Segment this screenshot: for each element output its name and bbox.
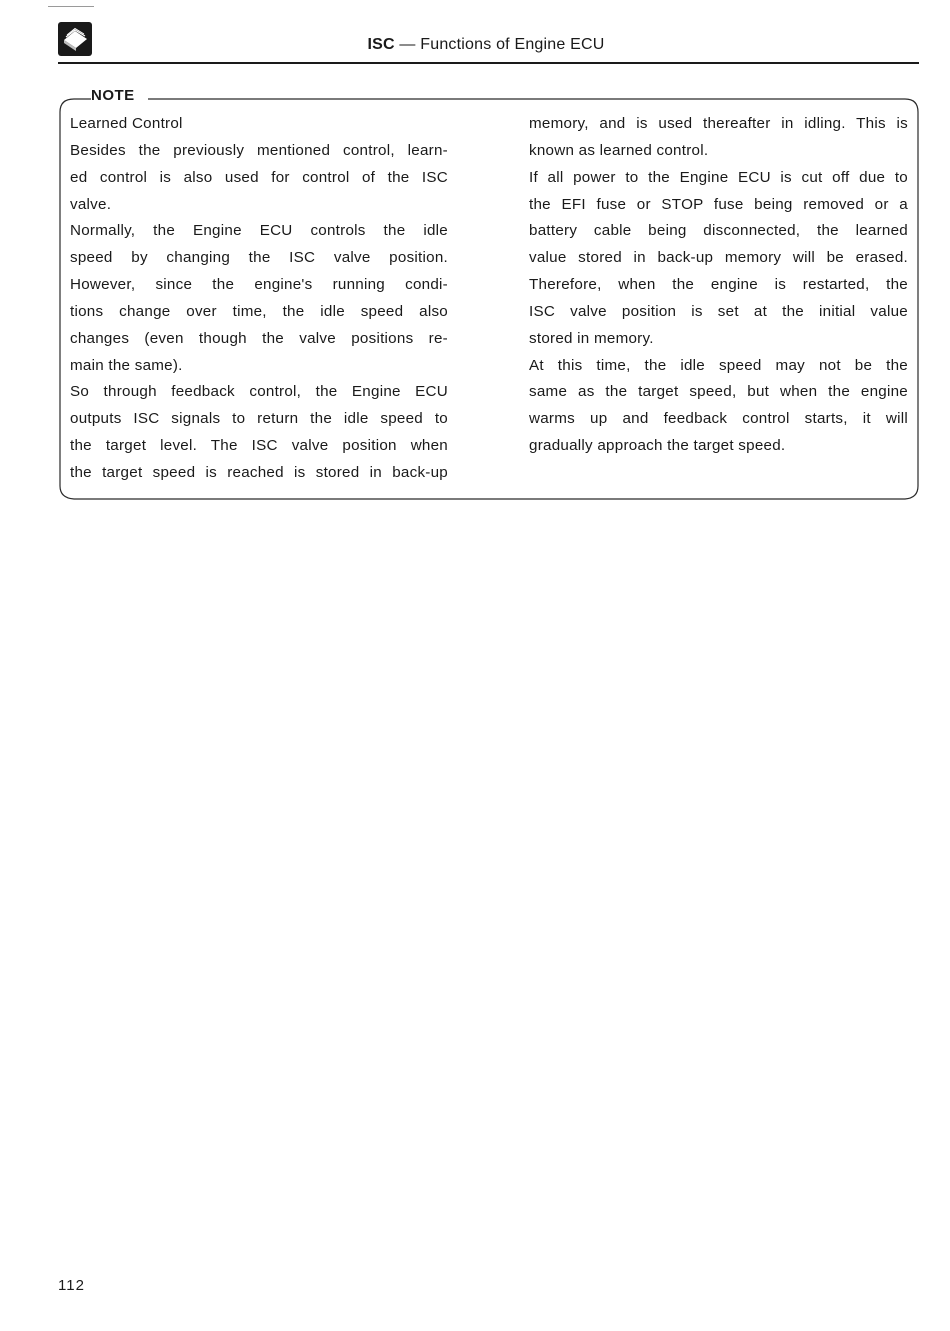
- text-line: ed control is also used for control of the ISC: [70, 168, 448, 186]
- section-title: Functions of Engine ECU: [420, 36, 605, 53]
- page-number: 112: [58, 1277, 85, 1294]
- text-line: At this time, the idle speed may not be the: [529, 356, 908, 374]
- text-line: valve.: [70, 195, 112, 213]
- text-line: gradually approach the target speed.: [529, 437, 786, 455]
- text-line: battery cable being disconnected, the learned: [529, 222, 908, 240]
- text-line: speed by changing the ISC valve position.: [70, 249, 448, 267]
- text-line: value stored in back-up memory will be erased.: [529, 249, 908, 267]
- text-line: stored in memory.: [529, 329, 654, 347]
- text-line: changes (even though the valve positions re-: [70, 329, 448, 347]
- text-line: So through feedback control, the Engine ECU: [70, 383, 448, 401]
- text-line: same as the target speed, but when the engine: [529, 383, 908, 401]
- section-code: ISC: [367, 36, 395, 53]
- text-line: tions change over time, the idle speed also: [70, 302, 448, 320]
- note-right-column: [529, 111, 908, 460]
- text-line: main the same).: [70, 356, 183, 374]
- text-line: ISC valve position is set at the initial value: [529, 302, 908, 320]
- text-line: Besides the previously mentioned control, learn-: [70, 141, 448, 159]
- note-left-column: [70, 111, 448, 487]
- text-line: known as learned control.: [529, 141, 709, 159]
- text-line: the target speed is reached is stored in back-up: [70, 463, 448, 481]
- text-line: However, since the engine's running condi-: [70, 276, 448, 294]
- text-line: If all power to the Engine ECU is cut off due to: [529, 168, 908, 186]
- text-line: memory, and is used thereafter in idling. This is: [529, 115, 908, 132]
- text-line: Therefore, when the engine is restarted, the: [529, 276, 908, 294]
- text-line: the EFI fuse or STOP fuse being removed or a: [529, 195, 908, 213]
- text-line: the target level. The ISC valve position when: [70, 437, 448, 455]
- text-line: outputs ISC signals to return the idle speed to: [70, 410, 448, 428]
- text-line: warms up and feedback control starts, it will: [529, 410, 908, 428]
- note-heading: Learned Control: [70, 115, 183, 132]
- note-label: NOTE: [91, 87, 138, 104]
- title-separator: —: [399, 36, 416, 53]
- text-line: Normally, the Engine ECU controls the idle: [70, 222, 448, 240]
